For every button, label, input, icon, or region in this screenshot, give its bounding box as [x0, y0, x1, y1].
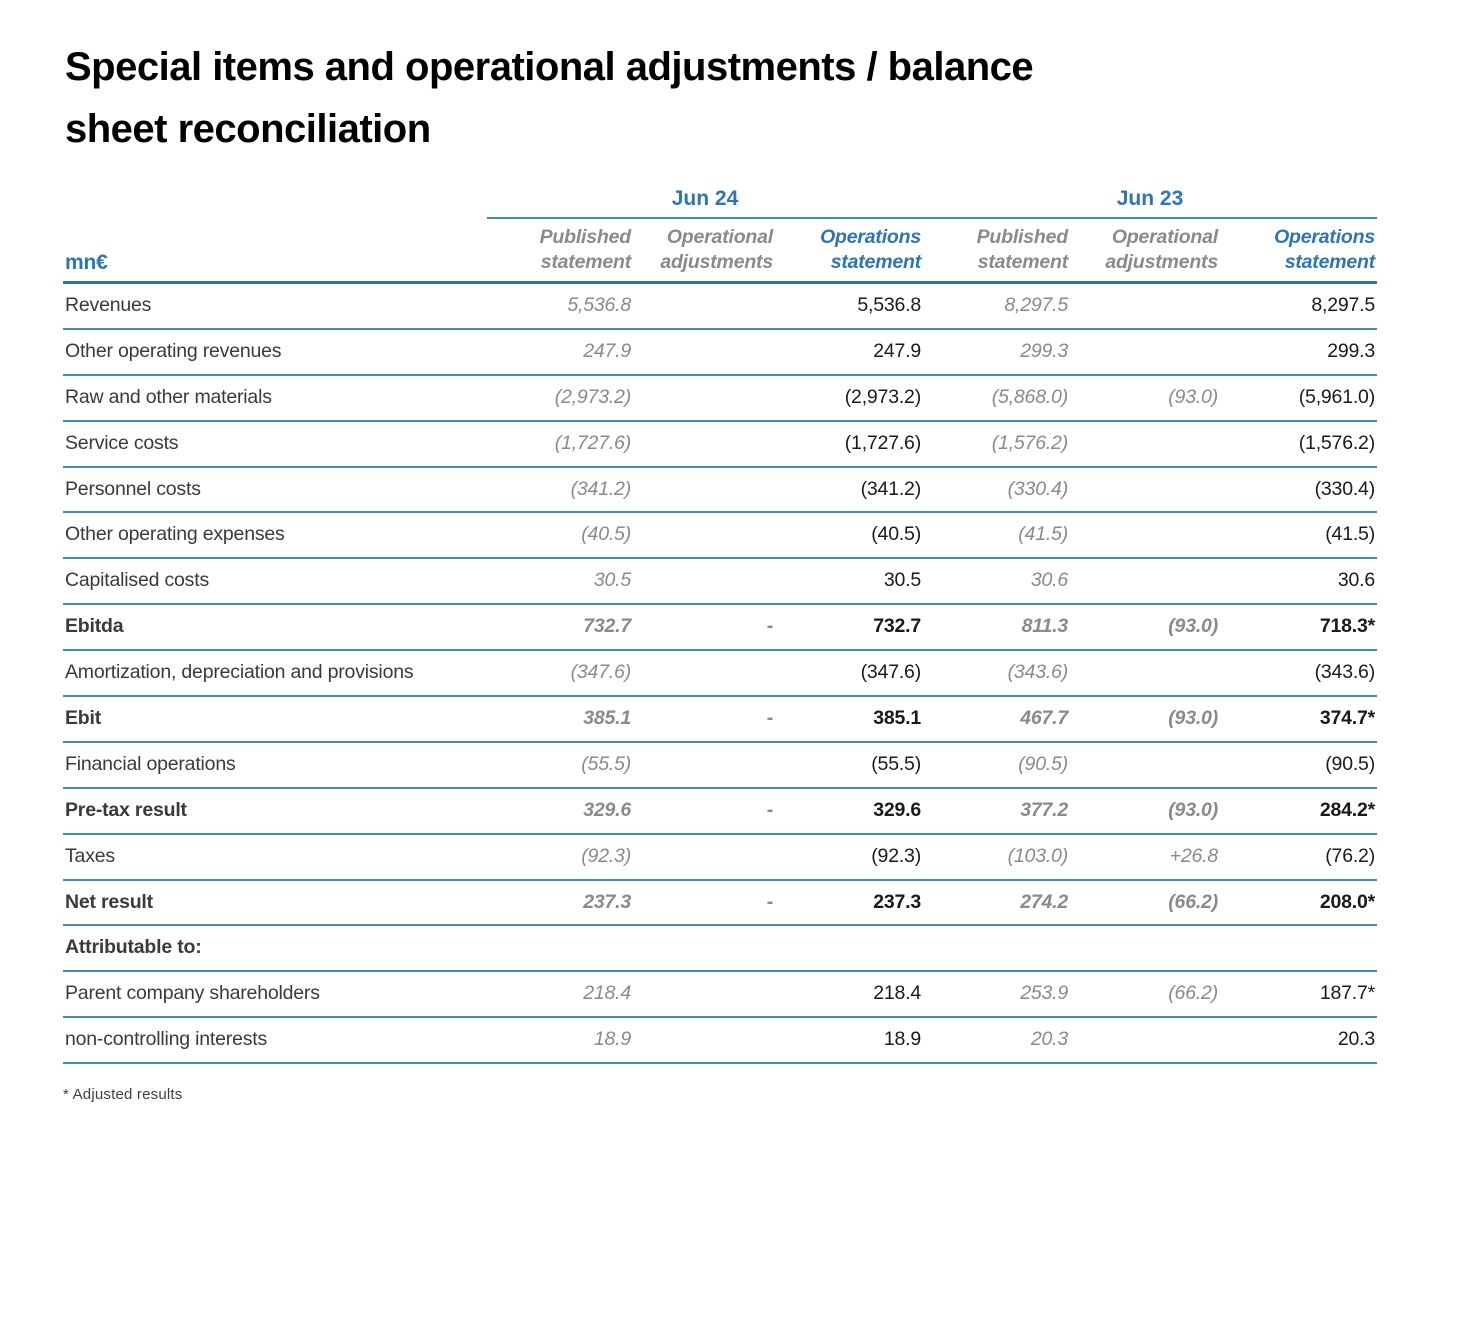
cell-jun24-operations: 18.9 — [883, 1028, 921, 1051]
cell-jun23-operations: (5,961.0) — [1298, 385, 1375, 408]
row-label: Parent company shareholders — [65, 982, 320, 1005]
table-row — [63, 422, 1377, 468]
cell-jun24-published: 30.5 — [593, 569, 631, 592]
col-header-line: statement — [830, 251, 921, 273]
row-label: Ebitda — [65, 615, 124, 638]
cell-jun24-published: 329.6 — [583, 798, 631, 821]
cell-jun23-adjustments: (93.0) — [1168, 707, 1218, 730]
row-label: Net result — [65, 890, 153, 913]
table-row — [63, 697, 1377, 743]
cell-jun23-published: (103.0) — [1007, 844, 1068, 867]
row-label: Personnel costs — [65, 477, 201, 500]
period-group-row — [63, 182, 1377, 219]
col-header-line: adjustments — [660, 251, 773, 273]
page-title — [65, 36, 1377, 160]
row-label: Other operating expenses — [65, 523, 285, 546]
cell-jun24-published: 5,536.8 — [567, 294, 631, 316]
cell-jun24-operations: (40.5) — [871, 523, 921, 546]
cell-jun24-operations: 732.7 — [873, 615, 921, 638]
table-row — [63, 376, 1377, 422]
row-label: Pre-tax result — [65, 798, 187, 821]
cell-jun24-operations: (55.5) — [871, 752, 921, 775]
cell-jun24-operations: 329.6 — [873, 798, 921, 821]
cell-jun23-operations: (76.2) — [1325, 844, 1375, 867]
table-row — [63, 1018, 1377, 1064]
footnote: * Adjusted results — [63, 1086, 183, 1104]
group-header-jun23: Jun 23 — [923, 182, 1377, 219]
cell-jun24-operations: (2,973.2) — [844, 385, 921, 408]
cell-jun23-adjustments: (93.0) — [1168, 385, 1218, 408]
cell-jun24-published: 218.4 — [583, 982, 631, 1005]
cell-jun24-adjustments: - — [766, 615, 773, 638]
row-label: Capitalised costs — [65, 569, 210, 592]
cell-jun23-operations: (41.5) — [1325, 523, 1375, 546]
col-header-line: Operations — [820, 226, 921, 248]
col-header-line: Published — [976, 226, 1068, 248]
col-header-jun24-adjustments — [633, 219, 775, 281]
col-header-line: Published — [539, 226, 631, 248]
cell-jun23-published: 20.3 — [1030, 1028, 1068, 1051]
cell-jun23-operations: 187.7* — [1319, 982, 1375, 1005]
cell-jun23-operations: (90.5) — [1325, 752, 1375, 775]
row-label: non-controlling interests — [65, 1028, 268, 1051]
cell-jun23-published: 274.2 — [1020, 890, 1068, 913]
cell-jun24-operations: 385.1 — [873, 707, 921, 730]
cell-jun24-published: (341.2) — [570, 477, 631, 500]
cell-jun24-operations: 218.4 — [873, 982, 921, 1005]
table-row — [63, 559, 1377, 605]
row-label: Revenues — [65, 294, 152, 316]
col-header-jun24-operations — [775, 219, 923, 281]
cell-jun24-operations: 237.3 — [873, 890, 921, 913]
cell-jun23-operations: 8,297.5 — [1311, 294, 1375, 316]
cell-jun23-operations: (330.4) — [1314, 477, 1375, 500]
col-header-line: statement — [1284, 251, 1375, 273]
cell-jun24-published: 385.1 — [583, 707, 631, 730]
table-row — [63, 835, 1377, 881]
cell-jun23-published: 811.3 — [1021, 615, 1068, 638]
col-header-line: Operations — [1274, 226, 1375, 248]
cell-jun24-operations: (341.2) — [860, 477, 921, 500]
table-row — [63, 972, 1377, 1018]
cell-jun24-published: 18.9 — [593, 1028, 631, 1051]
cell-jun24-published: (40.5) — [581, 523, 631, 546]
col-header-jun23-adjustments — [1070, 219, 1220, 281]
cell-jun24-adjustments: - — [766, 798, 773, 821]
row-label: Amortization, depreciation and provisions — [65, 661, 414, 684]
cell-jun24-published: (2,973.2) — [554, 385, 631, 408]
cell-jun24-operations: (347.6) — [860, 661, 921, 684]
table-row — [63, 468, 1377, 514]
table-row — [63, 605, 1377, 651]
cell-jun23-adjustments: (93.0) — [1168, 615, 1218, 638]
cell-jun24-published: (92.3) — [581, 844, 631, 867]
table-body — [63, 284, 1377, 1064]
row-label: Financial operations — [65, 752, 236, 775]
cell-jun23-operations: (343.6) — [1314, 661, 1375, 684]
cell-jun23-published: (330.4) — [1007, 477, 1068, 500]
table-row — [63, 926, 1377, 972]
cell-jun23-published: 253.9 — [1020, 982, 1068, 1005]
cell-jun23-operations: 284.2* — [1319, 798, 1375, 821]
cell-jun24-published: (1,727.6) — [554, 431, 631, 454]
col-header-line: adjustments — [1105, 251, 1218, 273]
col-header-jun23-operations — [1220, 219, 1377, 281]
group-spacer — [63, 182, 487, 219]
row-label: Attributable to: — [65, 936, 202, 959]
table-row — [63, 330, 1377, 376]
cell-jun23-published: (90.5) — [1018, 752, 1068, 775]
row-label: Taxes — [65, 844, 115, 867]
cell-jun23-published: 377.2 — [1020, 798, 1068, 821]
col-header-line: Operational — [1111, 226, 1218, 248]
cell-jun23-operations: 208.0* — [1319, 890, 1375, 913]
group-header-jun24: Jun 24 — [487, 182, 923, 219]
col-header-jun23-published — [923, 219, 1070, 281]
cell-jun23-adjustments: (66.2) — [1168, 890, 1218, 913]
cell-jun24-operations: (1,727.6) — [844, 431, 921, 454]
col-header-line: statement — [540, 251, 631, 273]
cell-jun24-operations: (92.3) — [871, 844, 921, 867]
cell-jun24-published: (55.5) — [581, 752, 631, 775]
cell-jun23-operations: 374.7* — [1319, 707, 1375, 730]
col-header-jun24-published — [487, 219, 633, 281]
unit-label: mn€ — [65, 251, 108, 274]
col-header-line: statement — [977, 251, 1068, 273]
cell-jun23-published: (41.5) — [1018, 523, 1068, 546]
cell-jun24-published: 247.9 — [583, 339, 631, 362]
cell-jun23-published: (1,576.2) — [991, 431, 1068, 454]
cell-jun23-published: 467.7 — [1020, 707, 1068, 730]
cell-jun24-operations: 30.5 — [883, 569, 921, 592]
cell-jun23-adjustments: +26.8 — [1169, 844, 1218, 867]
table-row — [63, 284, 1377, 330]
cell-jun24-operations: 247.9 — [873, 339, 921, 362]
table-row — [63, 513, 1377, 559]
cell-jun23-published: 30.6 — [1030, 569, 1068, 592]
cell-jun23-published: (5,868.0) — [991, 385, 1068, 408]
col-header-line: Operational — [666, 226, 773, 248]
page-title-line1: Special items and operational adjustments / balance — [65, 45, 1034, 89]
cell-jun24-published: (347.6) — [570, 661, 631, 684]
cell-jun23-operations: 20.3 — [1337, 1028, 1375, 1051]
table-row — [63, 743, 1377, 789]
cell-jun23-operations: (1,576.2) — [1298, 431, 1375, 454]
row-label: Service costs — [65, 431, 179, 454]
cell-jun24-adjustments: - — [766, 890, 773, 913]
row-label: Ebit — [65, 707, 102, 730]
cell-jun23-operations: 299.3 — [1327, 339, 1375, 362]
table-row — [63, 789, 1377, 835]
row-label: Other operating revenues — [65, 339, 282, 362]
cell-jun23-published: 8,297.5 — [1004, 294, 1068, 316]
table-row — [63, 881, 1377, 927]
cell-jun24-published: 237.3 — [583, 890, 631, 913]
cell-jun24-operations: 5,536.8 — [857, 294, 921, 316]
cell-jun24-adjustments: - — [766, 707, 773, 730]
reconciliation-table — [63, 182, 1377, 1064]
cell-jun23-adjustments: (93.0) — [1168, 798, 1218, 821]
column-header-row — [63, 219, 1377, 284]
cell-jun23-adjustments: (66.2) — [1168, 982, 1218, 1005]
cell-jun24-published: 732.7 — [583, 615, 631, 638]
cell-jun23-operations: 30.6 — [1337, 569, 1375, 592]
cell-jun23-operations: 718.3* — [1319, 615, 1375, 638]
cell-jun23-published: 299.3 — [1020, 339, 1068, 362]
cell-jun23-published: (343.6) — [1007, 661, 1068, 684]
page-title-line2: sheet reconciliation — [65, 107, 431, 151]
table-row — [63, 651, 1377, 697]
row-label: Raw and other materials — [65, 385, 272, 408]
